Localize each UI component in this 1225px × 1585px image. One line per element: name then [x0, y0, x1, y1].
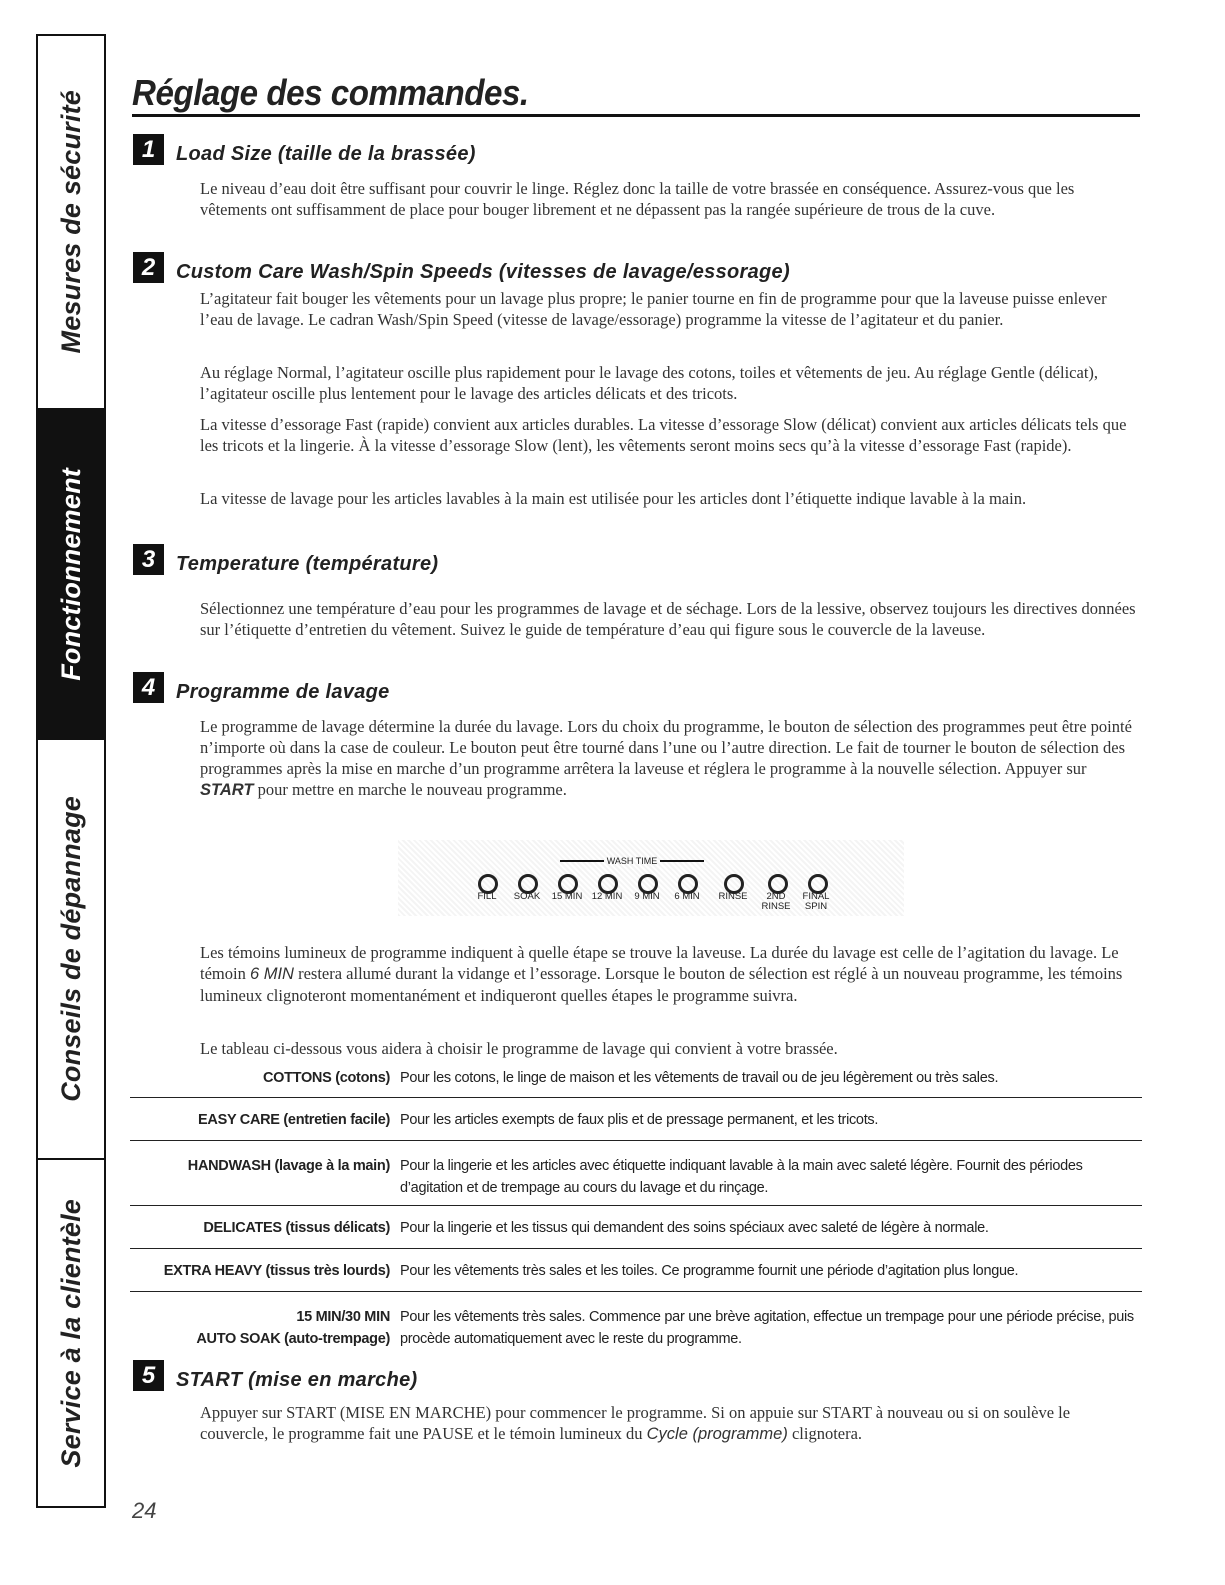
section-4-paragraph [200, 716, 1140, 801]
tab-label: Service à la clientèle [55, 1198, 86, 1468]
start-keyword: START [200, 781, 254, 799]
section-3-paragraph: Sélectionnez une température d’eau pour les programmes de lavage et de séchage. Lors de la lessive, observez toujours les directives données sur l’étiquette d’entretien du vêtement. Suivez le guide de température d’eau qui figure sous le couvercle de la laveuse. [200, 599, 1136, 639]
cycle-description: Pour les vêtements très sales. Commence par une brève agitation, effectue un trempage pour une période précise, puis procède automatiquement avec le reste du programme. [400, 1309, 1134, 1347]
paragraph-text: pour mettre en marche le nouveau programme. [253, 780, 567, 799]
cycle-description: Pour les cotons, le linge de maison et les vêtements de travail ou de jeu légèrement ou très sales. [400, 1070, 999, 1086]
section-heading-2 [133, 252, 790, 283]
table-row [130, 1206, 1142, 1249]
indicator-label: 15 MIN [551, 891, 583, 902]
cycle-indicator-panel [398, 840, 904, 916]
table-row [130, 1098, 1142, 1141]
sidebar-nav [36, 34, 106, 1508]
table-row [130, 1292, 1142, 1354]
paragraph-text: clignotera. [787, 1424, 863, 1443]
section-heading-1 [133, 134, 476, 165]
wash-time-bracket [560, 856, 704, 866]
page-number: 24 [132, 1498, 157, 1523]
section-title: Load Size (taille de la brassée) [176, 143, 476, 165]
indicator-label: 12 MIN [591, 891, 623, 902]
section-heading-5 [133, 1360, 417, 1391]
indicator-label: 6 MIN [674, 891, 700, 902]
section-title: Temperature (température) [176, 553, 439, 575]
section-5-paragraph [200, 1402, 1140, 1445]
section-title: Programme de lavage [176, 681, 390, 703]
cycle-description: Pour les articles exempts de faux plis et de pressage permanent, et les tricots. [400, 1112, 879, 1128]
tab-conseils-de-depannage[interactable] [38, 740, 104, 1160]
cycle-name: EASY CARE (entretien facile) [198, 1112, 390, 1128]
cycle-name: DELICATES (tissus délicats) [203, 1220, 390, 1236]
paragraph-text: Appuyer sur START (MISE EN MARCHE) pour commencer le programme. Si on appuie sur START à nouveau ou si on soulève le couvercle, le programme fait une PAUSE et le témoin lumineux du [200, 1403, 1071, 1443]
page-title: Réglage des commandes. [132, 72, 529, 113]
table-row [130, 1070, 1142, 1098]
section-number-badge: 4 [133, 672, 164, 703]
indicator-label: 9 MIN [634, 891, 660, 902]
section-4-paragraph: Le tableau ci-dessous vous aidera à choisir le programme de lavage qui convient à votre brassée. [200, 1039, 838, 1058]
section-title: Custom Care Wash/Spin Speeds (vitesses de lavage/essorage) [176, 261, 790, 283]
cycle-name-line: 15 MIN/30 MIN [296, 1309, 390, 1325]
tab-label: Fonctionnement [55, 467, 86, 681]
indicator-label: 2ND RINSE [761, 891, 791, 912]
cycle-description: Pour les vêtements très sales et les toiles. Ce programme fournit une période d’agitation plus longue. [400, 1263, 1019, 1279]
indicator-label: RINSE [718, 891, 748, 902]
tab-label: Conseils de dépannage [55, 796, 86, 1102]
6min-keyword: 6 MIN [249, 965, 294, 983]
indicator-label: SOAK [513, 891, 541, 902]
section-2-paragraph: L’agitateur fait bouger les vêtements pour un lavage plus propre; le panier tourne en fin de programme pour que la laveuse puisse enlever l’eau de lavage. Le cadran Wash/Spin Speed (vitesse de lavage/essorage) programme la vitesse de l’agitateur et du panier. [200, 289, 1107, 329]
section-number-badge: 1 [133, 134, 164, 165]
section-number-badge: 3 [133, 544, 164, 575]
indicator-label: FILL [477, 891, 497, 902]
section-2-paragraph: La vitesse de lavage pour les articles lavables à la main est utilisée pour les articles dont l’étiquette indique lavable à la main. [200, 489, 1027, 508]
indicator-label: FINAL SPIN [802, 891, 830, 912]
paragraph-text: Le programme de lavage détermine la durée du lavage. Lors du choix du programme, le bouton de sélection des programmes peut être pointé n’importe où dans la case de couleur. Le bouton peut être tourné dans l’une ou l’autre direction. Le fait de tourner le bouton de sélection des programmes après la mise en marche d’un programme arrêtera la laveuse et réglera le programme à la nouvelle sélection. Appuyer sur [200, 717, 1132, 778]
tab-service-a-la-clientele[interactable] [38, 1160, 104, 1506]
paragraph-text: Les témoins lumineux de programme indiquent à quelle étape se trouve la laveuse. La durée du lavage est celle de l’agitation du lavage. Le témoin [200, 943, 1119, 983]
section-heading-3 [133, 544, 438, 575]
section-4-paragraph [200, 942, 1140, 1006]
cycle-name [130, 1306, 390, 1350]
cycle-keyword: Cycle (programme) [646, 1425, 788, 1443]
section-1-paragraph: Le niveau d’eau doit être suffisant pour couvrir le linge. Réglez donc la taille de votre brassée en conséquence. Assurez-vous que les vêtements ont suffisamment de place pour bouger librement et ne dépassent pas la rangée supérieure de trous de la cuve. [200, 179, 1075, 219]
cycle-description: Pour la lingerie et les tissus qui demandent des soins spéciaux avec saleté de légère à normale. [400, 1220, 989, 1236]
section-2-paragraph: Au réglage Normal, l’agitateur oscille plus rapidement pour le lavage des cotons, toiles et vêtements de jeu. Au réglage Gentle (délicat), l’agitateur oscille plus lentement pour le lavage des articles délicats et des tricots. [200, 363, 1099, 403]
section-title: START (mise en marche) [176, 1369, 418, 1391]
title-rule [132, 114, 1140, 117]
section-heading-4 [133, 672, 390, 703]
cycle-name-line: AUTO SOAK (auto-trempage) [196, 1331, 390, 1347]
table-row [130, 1141, 1142, 1206]
paragraph-text: restera allumé durant la vidange et l’essorage. Lorsque le bouton de sélection est réglé à un nouveau programme, les témoins lumineux clignoteront momentanément et indiqueront quelles étapes le programme suivra. [200, 964, 1123, 1005]
cycle-name: HANDWASH (lavage à la main) [187, 1158, 390, 1174]
tab-mesures-de-securite[interactable] [38, 36, 104, 410]
section-number-badge: 5 [133, 1360, 164, 1391]
cycle-table [130, 1070, 1142, 1354]
section-2-paragraph: La vitesse d’essorage Fast (rapide) convient aux articles durables. La vitesse d’essorage Slow (délicat) convient aux articles délicats tels que les tricots et la lingerie. À la vitesse d’essorage Slow (lent), les vêtements seront moins secs qu’à la vitesse d’essorage Fast (rapide). [200, 415, 1127, 455]
tab-fonctionnement[interactable] [38, 410, 104, 740]
cycle-name: EXTRA HEAVY (tissus très lourds) [163, 1263, 390, 1279]
cycle-name: COTTONS (cotons) [262, 1070, 390, 1086]
table-row [130, 1249, 1142, 1292]
cycle-description: Pour la lingerie et les articles avec étiquette indiquant lavable à la main avec saleté légère. Fournit des périodes d’agitation et de trempage au cours du lavage et du rinçage. [400, 1158, 1083, 1196]
section-number-badge: 2 [133, 252, 164, 283]
tab-label: Mesures de sécurité [55, 90, 86, 354]
wash-time-label: WASH TIME [606, 856, 658, 866]
